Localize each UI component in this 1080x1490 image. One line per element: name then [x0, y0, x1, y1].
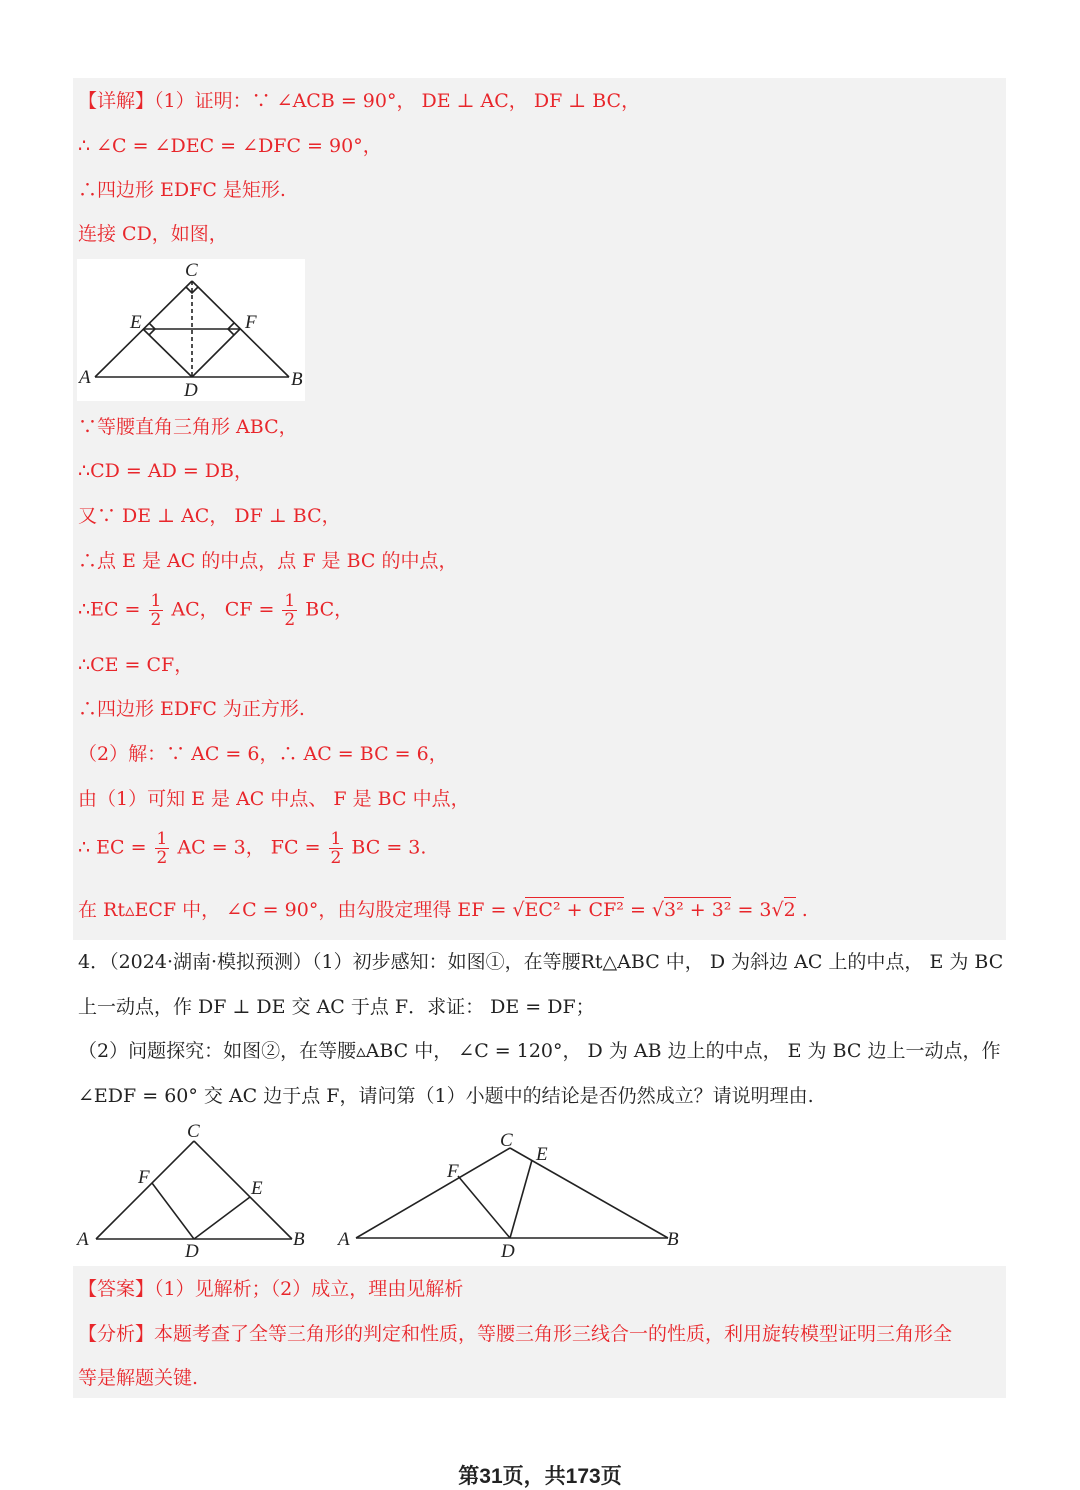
answer-line — [78, 1276, 463, 1302]
page-number: 第31页，共173页 — [458, 1465, 622, 1488]
solution-line-1 — [78, 88, 640, 114]
fraction-num: 1 — [330, 829, 342, 849]
fraction-num: 1 — [150, 591, 162, 611]
label-e: E — [130, 312, 142, 333]
solution-line-10 — [78, 652, 193, 678]
solution-text: 由（1）可知 E 是 AC 中点、 F 是 BC 中点， — [78, 788, 470, 810]
fraction-half — [155, 830, 170, 867]
label-f: F — [447, 1161, 459, 1182]
figure-square-edfc-svg — [77, 259, 305, 401]
problem-text: 上一动点，作 DF ⊥ DE 交 AC 于点 F．求证： DE = DF； — [78, 996, 595, 1018]
fraction-half — [329, 830, 344, 867]
label-c: C — [187, 1121, 200, 1142]
solution-line-14 — [78, 830, 426, 867]
label-a: A — [77, 1229, 89, 1250]
label-b: B — [293, 1229, 305, 1250]
radicand: EC² + CF² — [524, 899, 624, 921]
solution-text: BC， — [305, 598, 354, 621]
problem-line-4 — [78, 1083, 814, 1109]
figure-1-right-isosceles — [74, 1117, 314, 1265]
radicand: 3² + 3² — [664, 899, 732, 921]
detail-tag: 【详解】 — [78, 90, 155, 112]
solution-line-7 — [78, 503, 341, 529]
analysis-line-2 — [78, 1365, 198, 1391]
analysis-line-1 — [78, 1321, 952, 1347]
analysis-tag: 【分析】 — [78, 1323, 155, 1345]
solution-text: AC = 3， FC = — [177, 836, 321, 859]
fraction-den: 2 — [150, 610, 162, 630]
fraction-num: 1 — [284, 591, 296, 611]
label-e: E — [251, 1178, 263, 1199]
problem-text: 4．（2024·湖南·模拟预测）（1）初步感知：如图①，在等腰Rt△ABC 中， D 为斜边 AC 上的中点， E 为 BC — [78, 951, 1004, 973]
figure-square-edfc — [77, 259, 305, 401]
fraction-num: 1 — [156, 829, 168, 849]
label-b: B — [667, 1229, 679, 1250]
solution-text: ∴四边形 EDFC 为正方形. — [78, 698, 305, 720]
label-f: F — [138, 1167, 150, 1188]
solution-line-13 — [78, 786, 470, 812]
solution-text: ∴ EC = — [78, 836, 147, 859]
label-c: C — [185, 260, 198, 281]
fraction-half — [282, 592, 297, 629]
solution-line-9 — [78, 592, 353, 629]
problem-text: ∠EDF = 60° 交 AC 边于点 F，请问第（1）小题中的结论是否仍然成立？请说明理由. — [78, 1085, 814, 1107]
solution-line-12 — [78, 741, 448, 767]
fraction-den: 2 — [156, 848, 168, 868]
solution-text: ∴EC = — [78, 598, 141, 621]
solution-line-8 — [78, 548, 457, 574]
problem-line-1 — [78, 949, 1003, 975]
analysis-text: 本题考查了全等三角形的判定和性质，等腰三角形三线合一的性质，利用旋转模型证明三角形全 — [154, 1323, 953, 1345]
solution-text: ∴ ∠C = ∠DEC = ∠DFC = 90°， — [78, 135, 382, 157]
radicand: 2 — [783, 899, 796, 921]
figure-1-svg — [74, 1117, 314, 1265]
solution-text: ∴四边形 EDFC 是矩形. — [78, 179, 286, 201]
solution-text: 又∵ DE ⊥ AC， DF ⊥ BC， — [78, 505, 341, 527]
solution-text: 在 Rt▵ECF 中， ∠C = 90°，由勾股定理得 EF = √ — [78, 899, 525, 921]
solution-text: ∵等腰直角三角形 ABC， — [78, 416, 298, 438]
answer-text: （1）见解析；（2）成立，理由见解析 — [154, 1278, 464, 1300]
solution-line-11 — [78, 696, 305, 722]
solution-text: （1）证明：∵ ∠ACB = 90°， DE ⊥ AC， DF ⊥ BC， — [154, 90, 641, 112]
label-a: A — [338, 1229, 350, 1250]
problem-line-3 — [78, 1038, 1000, 1064]
problem-line-2 — [78, 994, 595, 1020]
solution-line-5 — [78, 414, 298, 440]
fraction-den: 2 — [284, 610, 296, 630]
label-d: D — [501, 1241, 515, 1262]
label-a: A — [79, 367, 91, 388]
label-b: B — [291, 369, 303, 390]
solution-line-4 — [78, 221, 228, 247]
problem-text: （2）问题探究：如图②，在等腰▵ABC 中， ∠C = 120°， D 为 AB 边上的中点， E 为 BC 边上一动点，作 — [78, 1040, 1001, 1062]
solution-text: （2）解：∵ AC = 6，∴ AC = BC = 6， — [78, 743, 448, 765]
solution-line-15 — [78, 897, 808, 923]
solution-line-2 — [78, 133, 382, 159]
solution-text: . — [795, 899, 808, 921]
figure-2-obtuse-isosceles — [334, 1124, 690, 1264]
label-e: E — [536, 1144, 548, 1165]
analysis-text: 等是解题关键. — [78, 1367, 199, 1389]
solution-line-6 — [78, 458, 253, 484]
solution-text: AC， CF = — [171, 598, 275, 621]
figure-2-svg — [334, 1124, 690, 1264]
solution-text: ∴CE = CF， — [78, 654, 194, 676]
label-d: D — [185, 1241, 199, 1262]
label-c: C — [500, 1130, 513, 1151]
solution-text: = 3√ — [731, 899, 784, 921]
solution-text: ∴CD = AD = DB， — [78, 460, 254, 482]
solution-text: 连接 CD，如图， — [78, 223, 228, 245]
solution-text: ∴点 E 是 AC 的中点，点 F 是 BC 的中点， — [78, 550, 458, 572]
answer-tag: 【答案】 — [78, 1278, 155, 1300]
solution-text: = √ — [623, 899, 665, 921]
solution-line-3 — [78, 177, 286, 203]
solution-text: BC = 3. — [351, 836, 427, 859]
label-f: F — [245, 312, 257, 333]
fraction-half — [149, 592, 164, 629]
label-d: D — [184, 380, 198, 401]
fraction-den: 2 — [330, 848, 342, 868]
